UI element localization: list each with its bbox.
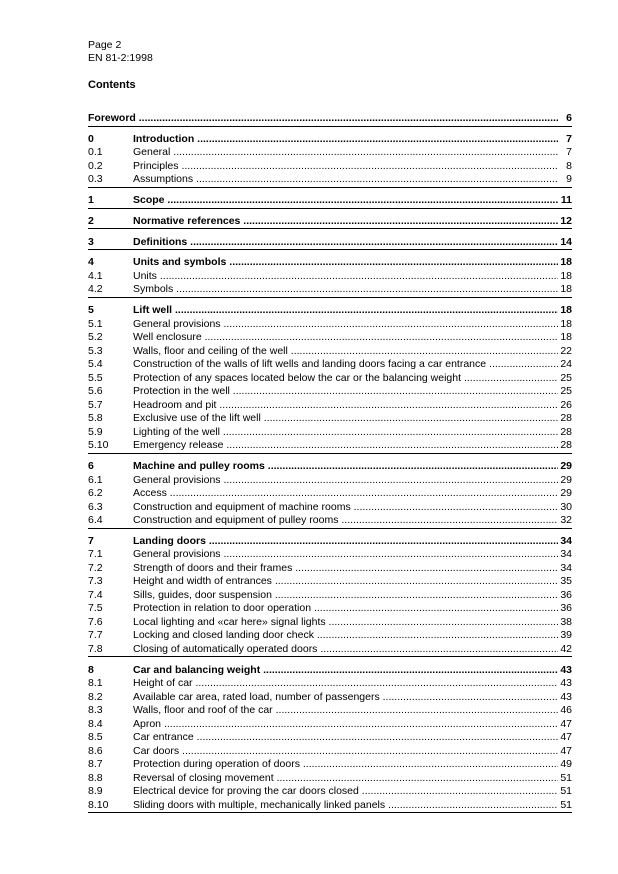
toc-number: 8.9 bbox=[88, 785, 103, 798]
toc-label: General provisions ..... bbox=[133, 474, 558, 488]
toc-page: 22 bbox=[558, 345, 572, 359]
toc-entry-foreword[interactable] bbox=[88, 112, 572, 127]
toc-section-3[interactable] bbox=[88, 236, 572, 251]
toc-subsection-5-6[interactable] bbox=[88, 385, 572, 399]
toc-number: 6 bbox=[88, 460, 94, 473]
toc-label: Access ..... bbox=[133, 487, 558, 501]
toc-number: 0.2 bbox=[88, 159, 103, 172]
toc-label: Assumptions ..... bbox=[133, 173, 558, 187]
toc-subsection-8-9[interactable] bbox=[88, 785, 572, 799]
toc-subsection-7-2[interactable] bbox=[88, 562, 572, 576]
toc-label: Units ..... bbox=[133, 270, 558, 284]
toc-subsection-8-3[interactable] bbox=[88, 704, 572, 718]
toc-page: 18 bbox=[558, 270, 572, 284]
toc-label: Normative references ..... bbox=[133, 215, 558, 229]
toc-label: General provisions ..... bbox=[133, 318, 558, 332]
toc-number: 8.1 bbox=[88, 677, 103, 690]
toc-subsection-7-1[interactable] bbox=[88, 548, 572, 562]
toc-number: 7.5 bbox=[88, 602, 103, 615]
toc-page: 28 bbox=[558, 412, 572, 426]
toc-subsection-0-2[interactable] bbox=[88, 160, 572, 174]
toc-subsection-5-5[interactable] bbox=[88, 372, 572, 386]
contents-title: Contents bbox=[88, 79, 136, 91]
toc-number: 3 bbox=[88, 235, 94, 248]
toc-label: Lighting of the well ..... bbox=[133, 426, 558, 440]
toc-number: 5.6 bbox=[88, 385, 103, 398]
toc-page: 28 bbox=[558, 426, 572, 440]
toc-subsection-8-7[interactable] bbox=[88, 758, 572, 772]
toc-page: 24 bbox=[558, 358, 572, 372]
toc-subsection-5-9[interactable] bbox=[88, 426, 572, 440]
toc-number: 4 bbox=[88, 256, 94, 269]
toc-number: 8.3 bbox=[88, 704, 103, 717]
toc-number: 7.2 bbox=[88, 561, 103, 574]
toc-label: Electrical device for proving the car doors closed ..... bbox=[133, 785, 558, 799]
toc-page: 18 bbox=[558, 318, 572, 332]
toc-label: Apron ..... bbox=[133, 718, 558, 732]
toc-label: Walls, floor and ceiling of the well ..... bbox=[133, 345, 558, 359]
toc-page: 43 bbox=[558, 677, 572, 691]
toc-subsection-5-7[interactable] bbox=[88, 399, 572, 413]
toc-number: 1 bbox=[88, 194, 94, 207]
toc-subsection-7-8[interactable] bbox=[88, 643, 572, 658]
toc-number: 6.2 bbox=[88, 487, 103, 500]
toc-number: 2 bbox=[88, 214, 94, 227]
toc-subsection-7-5[interactable] bbox=[88, 602, 572, 616]
toc-label: Protection of any spaces located below the car or the balancing weight ..... bbox=[133, 372, 558, 386]
toc-page: 28 bbox=[558, 439, 572, 453]
toc-page: 42 bbox=[558, 643, 572, 657]
toc-page: 51 bbox=[558, 772, 572, 786]
toc-page: 39 bbox=[558, 629, 572, 643]
toc-label: Strength of doors and their frames ..... bbox=[133, 562, 558, 576]
toc-label: Car and balancing weight ..... bbox=[133, 664, 558, 678]
toc-number: 7.3 bbox=[88, 575, 103, 588]
toc-page: 18 bbox=[558, 331, 572, 345]
toc-subsection-5-8[interactable] bbox=[88, 412, 572, 426]
toc-label: Car doors ..... bbox=[133, 745, 558, 759]
toc-number: 6.4 bbox=[88, 514, 103, 527]
toc-number: 4.2 bbox=[88, 283, 103, 296]
toc-page: 47 bbox=[558, 745, 572, 759]
toc-number: 8.10 bbox=[88, 798, 109, 811]
toc-subsection-5-1[interactable] bbox=[88, 318, 572, 332]
toc-number: 5 bbox=[88, 304, 94, 317]
toc-subsection-7-3[interactable] bbox=[88, 575, 572, 589]
toc-page: 12 bbox=[558, 215, 572, 229]
toc-subsection-5-2[interactable] bbox=[88, 331, 572, 345]
toc-subsection-4-1[interactable] bbox=[88, 270, 572, 284]
toc-section-4[interactable] bbox=[88, 256, 572, 270]
toc-page: 51 bbox=[558, 799, 572, 813]
toc-subsection-8-4[interactable] bbox=[88, 718, 572, 732]
toc-subsection-0-1[interactable] bbox=[88, 146, 572, 160]
toc-label: Construction and equipment of pulley rooms ..... bbox=[133, 514, 558, 528]
toc-section-2[interactable] bbox=[88, 215, 572, 230]
toc-page: 51 bbox=[558, 785, 572, 799]
table-of-contents bbox=[88, 112, 572, 813]
toc-number: 8.8 bbox=[88, 771, 103, 784]
toc-subsection-8-6[interactable] bbox=[88, 745, 572, 759]
toc-page: 34 bbox=[558, 548, 572, 562]
toc-label: Headroom and pit ..... bbox=[133, 399, 558, 413]
toc-label: Principles ..... bbox=[133, 160, 558, 174]
toc-subsection-6-4[interactable] bbox=[88, 514, 572, 529]
toc-page: 14 bbox=[558, 236, 572, 250]
toc-label: Well enclosure ..... bbox=[133, 331, 558, 345]
toc-label: General provisions ..... bbox=[133, 548, 558, 562]
toc-number: 0 bbox=[88, 132, 94, 145]
toc-subsection-8-8[interactable] bbox=[88, 772, 572, 786]
toc-number: 8.2 bbox=[88, 690, 103, 703]
toc-number: 8.7 bbox=[88, 758, 103, 771]
toc-section-5[interactable] bbox=[88, 304, 572, 318]
toc-label: Protection in relation to door operation ..... bbox=[133, 602, 558, 616]
toc-number: 5.1 bbox=[88, 317, 103, 330]
toc-subsection-5-4[interactable] bbox=[88, 358, 572, 372]
toc-label: Emergency release ..... bbox=[133, 439, 558, 453]
toc-label: Protection during operation of doors ..... bbox=[133, 758, 558, 772]
toc-number: 8.4 bbox=[88, 717, 103, 730]
toc-number: 7.8 bbox=[88, 642, 103, 655]
standard-id: EN 81-2:1998 bbox=[88, 52, 153, 64]
toc-number: 7.1 bbox=[88, 548, 103, 561]
toc-number: 7 bbox=[88, 534, 94, 547]
toc-subsection-8-2[interactable] bbox=[88, 691, 572, 705]
toc-section-8[interactable] bbox=[88, 664, 572, 678]
toc-label: Sliding doors with multiple, mechanically linked panels ..... bbox=[133, 799, 558, 813]
toc-number: 5.3 bbox=[88, 344, 103, 357]
toc-label: Construction and equipment of machine rooms ..... bbox=[133, 501, 558, 515]
toc-number: 5.9 bbox=[88, 425, 103, 438]
toc-page: 34 bbox=[558, 535, 572, 549]
toc-subsection-4-2[interactable] bbox=[88, 283, 572, 298]
toc-subsection-5-10[interactable] bbox=[88, 439, 572, 454]
toc-page: 29 bbox=[558, 474, 572, 488]
toc-label: Height and width of entrances ..... bbox=[133, 575, 558, 589]
toc-number: 5.7 bbox=[88, 398, 103, 411]
toc-page: 36 bbox=[558, 602, 572, 616]
toc-label: Height of car ..... bbox=[133, 677, 558, 691]
toc-page: 6 bbox=[558, 112, 572, 126]
toc-page: 29 bbox=[558, 487, 572, 501]
toc-section-6[interactable] bbox=[88, 460, 572, 474]
toc-number: 5.5 bbox=[88, 371, 103, 384]
toc-subsection-5-3[interactable] bbox=[88, 345, 572, 359]
toc-number: 5.2 bbox=[88, 331, 103, 344]
toc-page: 25 bbox=[558, 372, 572, 386]
toc-number: 4.1 bbox=[88, 269, 103, 282]
toc-page: 18 bbox=[558, 304, 572, 318]
toc-subsection-7-6[interactable] bbox=[88, 616, 572, 630]
toc-section-1[interactable] bbox=[88, 194, 572, 209]
toc-number: 6.1 bbox=[88, 473, 103, 486]
toc-page: 34 bbox=[558, 562, 572, 576]
toc-page: 47 bbox=[558, 731, 572, 745]
toc-label: Introduction ..... bbox=[133, 133, 558, 147]
toc-page: 43 bbox=[558, 691, 572, 705]
toc-label: Sills, guides, door suspension ..... bbox=[133, 589, 558, 603]
page-number: Page 2 bbox=[88, 39, 122, 51]
toc-page: 11 bbox=[558, 194, 572, 208]
toc-number: 7.7 bbox=[88, 629, 103, 642]
toc-label: Locking and closed landing door check ..... bbox=[133, 629, 558, 643]
toc-label: Walls, floor and roof of the car ..... bbox=[133, 704, 558, 718]
toc-number: 7.4 bbox=[88, 588, 103, 601]
toc-label: Scope ..... bbox=[133, 194, 558, 208]
toc-page: 7 bbox=[558, 146, 572, 160]
toc-label: Units and symbols ..... bbox=[133, 256, 558, 270]
toc-label: Foreword ..... bbox=[88, 112, 558, 126]
toc-number: 0.3 bbox=[88, 173, 103, 186]
toc-number: 8.6 bbox=[88, 744, 103, 757]
toc-label: Car entrance ..... bbox=[133, 731, 558, 745]
toc-label: Available car area, rated load, number of passengers ..... bbox=[133, 691, 558, 705]
toc-page: 18 bbox=[558, 283, 572, 297]
toc-number: 8.5 bbox=[88, 731, 103, 744]
toc-label: Landing doors ..... bbox=[133, 535, 558, 549]
toc-number: 5.10 bbox=[88, 439, 109, 452]
toc-page: 32 bbox=[558, 514, 572, 528]
toc-label: Exclusive use of the lift well ..... bbox=[133, 412, 558, 426]
toc-number: 8 bbox=[88, 663, 94, 676]
toc-subsection-6-2[interactable] bbox=[88, 487, 572, 501]
toc-label: Reversal of closing movement ..... bbox=[133, 772, 558, 786]
toc-subsection-8-10[interactable] bbox=[88, 799, 572, 814]
toc-page: 8 bbox=[558, 160, 572, 174]
toc-number: 7.6 bbox=[88, 615, 103, 628]
toc-subsection-7-4[interactable] bbox=[88, 589, 572, 603]
toc-subsection-6-3[interactable] bbox=[88, 501, 572, 515]
toc-subsection-8-5[interactable] bbox=[88, 731, 572, 745]
toc-page: 7 bbox=[558, 133, 572, 147]
toc-subsection-0-3[interactable] bbox=[88, 173, 572, 188]
toc-page: 26 bbox=[558, 399, 572, 413]
toc-label: Machine and pulley rooms ..... bbox=[133, 460, 558, 474]
toc-page: 46 bbox=[558, 704, 572, 718]
toc-number: 5.4 bbox=[88, 358, 103, 371]
toc-page: 18 bbox=[558, 256, 572, 270]
toc-page: 25 bbox=[558, 385, 572, 399]
toc-number: 0.1 bbox=[88, 146, 103, 159]
toc-page: 36 bbox=[558, 589, 572, 603]
toc-label: Protection in the well ..... bbox=[133, 385, 558, 399]
toc-section-0[interactable] bbox=[88, 133, 572, 147]
toc-label: General ..... bbox=[133, 146, 558, 160]
toc-page: 49 bbox=[558, 758, 572, 772]
toc-label: Lift well ..... bbox=[133, 304, 558, 318]
toc-label: Local lighting and «car here» signal lights ..... bbox=[133, 616, 558, 630]
toc-number: 5.8 bbox=[88, 412, 103, 425]
toc-page: 9 bbox=[558, 173, 572, 187]
toc-label: Symbols ..... bbox=[133, 283, 558, 297]
toc-label: Construction of the walls of lift wells and landing doors facing a car entrance ..... bbox=[133, 358, 558, 372]
toc-number: 6.3 bbox=[88, 500, 103, 513]
toc-label: Definitions ..... bbox=[133, 236, 558, 250]
toc-subsection-6-1[interactable] bbox=[88, 474, 572, 488]
toc-subsection-7-7[interactable] bbox=[88, 629, 572, 643]
toc-page: 29 bbox=[558, 460, 572, 474]
toc-page: 38 bbox=[558, 616, 572, 630]
toc-page: 43 bbox=[558, 664, 572, 678]
toc-section-7[interactable] bbox=[88, 535, 572, 549]
toc-subsection-8-1[interactable] bbox=[88, 677, 572, 691]
toc-page: 35 bbox=[558, 575, 572, 589]
toc-page: 47 bbox=[558, 718, 572, 732]
toc-page: 30 bbox=[558, 501, 572, 515]
toc-label: Closing of automatically operated doors ..... bbox=[133, 643, 558, 657]
